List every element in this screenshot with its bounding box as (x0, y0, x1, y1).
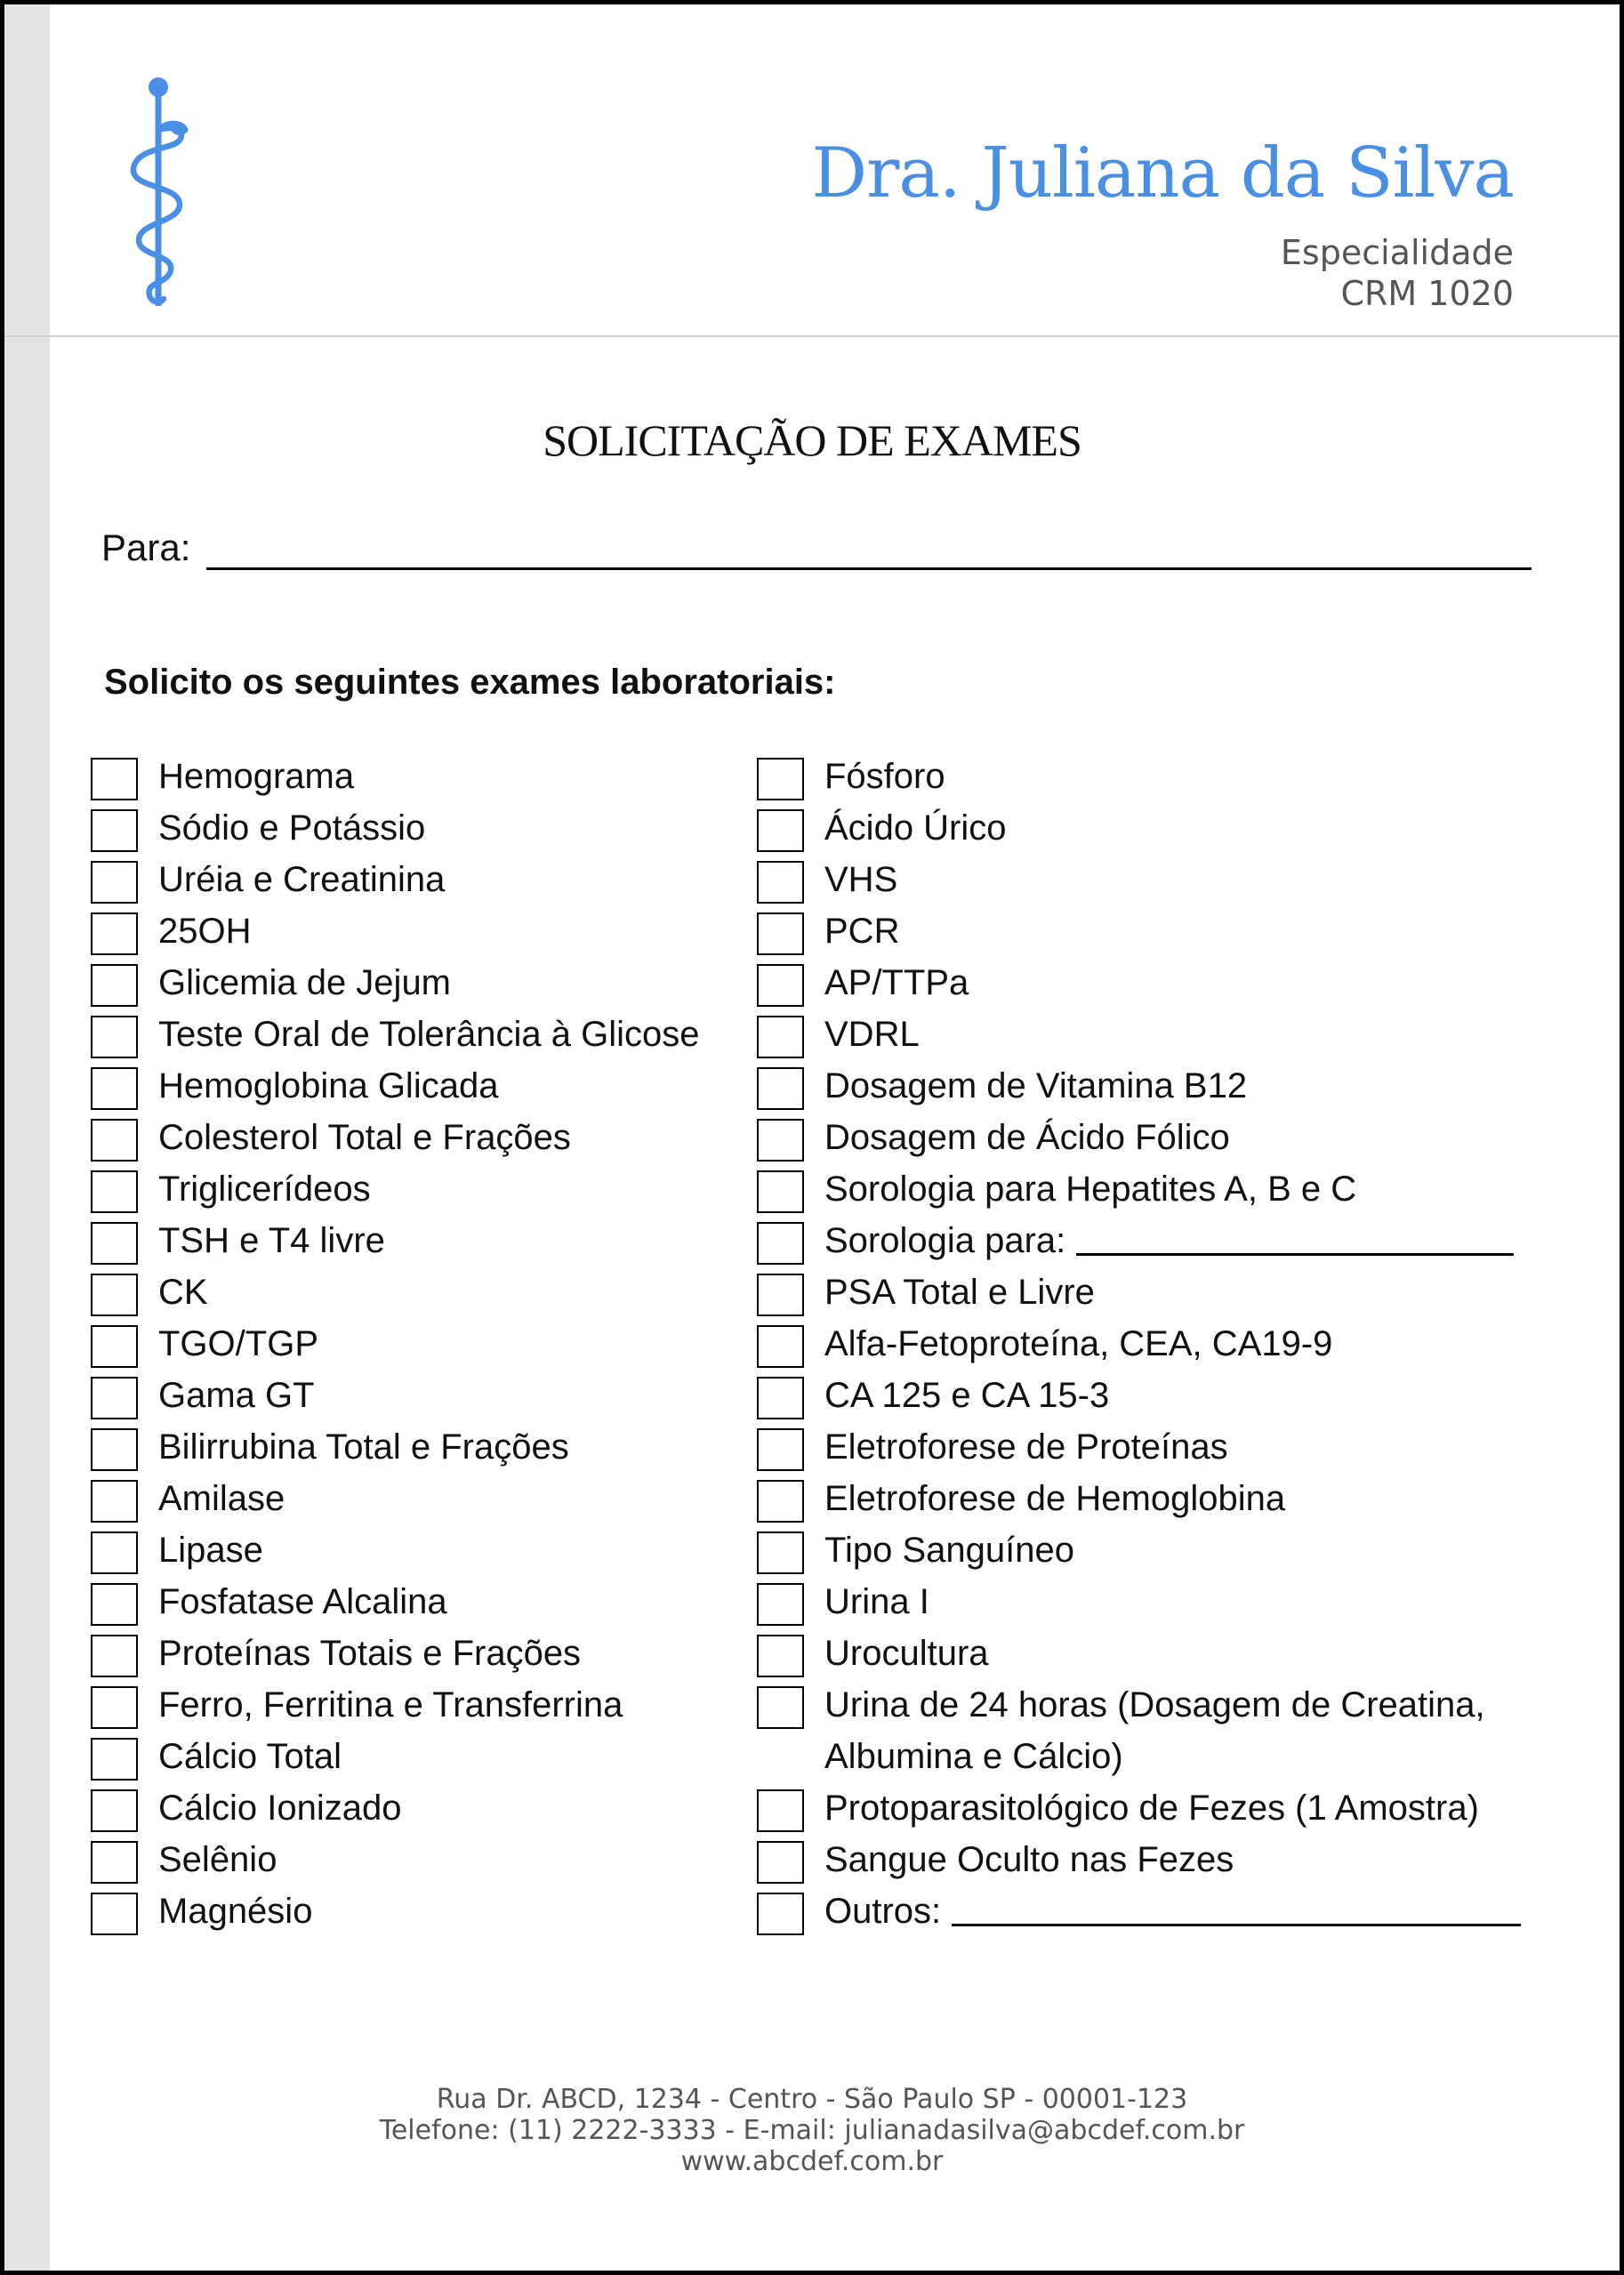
exam-item-psa (757, 1272, 1536, 1323)
exam-label: Selênio (158, 1840, 277, 1879)
exam-label: Gama GT (158, 1376, 315, 1415)
exam-checkbox[interactable] (757, 1686, 804, 1729)
exam-label: AP/TTPa (824, 963, 969, 1002)
exam-checkbox[interactable] (757, 1170, 804, 1213)
sorologia-fill-field[interactable] (1076, 1253, 1514, 1256)
exam-checkbox[interactable] (757, 1789, 804, 1832)
exam-checkbox[interactable] (91, 1377, 138, 1419)
exam-label: Hemoglobina Glicada (158, 1066, 499, 1105)
exam-label: VHS (824, 860, 898, 899)
exam-checkbox[interactable] (91, 1531, 138, 1574)
exam-label: Urina I (824, 1582, 929, 1621)
exam-item-ca125 (757, 1375, 1536, 1427)
exam-label: Proteínas Totais e Frações (158, 1634, 582, 1673)
exam-label: Colesterol Total e Frações (158, 1118, 571, 1157)
exam-checkbox[interactable] (91, 1635, 138, 1677)
exam-checkbox[interactable] (91, 1016, 138, 1058)
exam-checkbox[interactable] (757, 1893, 804, 1935)
exam-item-pcr (757, 911, 1536, 962)
exam-label: Tipo Sanguíneo (824, 1531, 1074, 1570)
exam-label (824, 1885, 1521, 1937)
exam-item-outros (757, 1891, 1536, 1942)
exam-item-tsh-t4 (91, 1220, 699, 1272)
exam-label: Ácido Úrico (824, 808, 1007, 848)
exam-label: Urocultura (824, 1634, 989, 1673)
form-title: SOLICITAÇÃO DE EXAMES (543, 415, 1081, 465)
exam-label: Sorologia para Hepatites A, B e C (824, 1170, 1357, 1209)
doctor-specialty: Especialidade (1280, 233, 1514, 272)
exam-item-ap-ttpa (757, 962, 1536, 1014)
exam-label: Dosagem de Ácido Fólico (824, 1118, 1230, 1157)
exam-item-calcio-total (91, 1736, 699, 1788)
exam-label: Ferro, Ferritina e Transferrina (158, 1685, 623, 1724)
exam-item-colesterol (91, 1117, 699, 1169)
exam-label: Triglicerídeos (158, 1170, 371, 1209)
exam-item-gama-gt (91, 1375, 699, 1427)
exam-checkbox[interactable] (757, 1377, 804, 1419)
exam-checkbox[interactable] (757, 1274, 804, 1316)
exam-checkbox[interactable] (91, 1686, 138, 1729)
exam-label: Bilirrubina Total e Frações (158, 1427, 569, 1467)
exam-item-eletroforese-hemoglobina (757, 1478, 1536, 1530)
exam-item-sangue-oculto (757, 1839, 1536, 1891)
exam-item-urocultura (757, 1633, 1536, 1684)
exam-item-fosfatase (91, 1581, 699, 1633)
exam-item-sorologia-outra (757, 1220, 1536, 1272)
exam-item-tipo-sanguineo (757, 1530, 1536, 1581)
exam-item-glicemia (91, 962, 699, 1014)
exam-item-triglicerideos (91, 1169, 699, 1220)
exam-list-left (91, 756, 699, 1942)
exam-checkbox[interactable] (91, 1789, 138, 1832)
exam-item-selenio (91, 1839, 699, 1891)
exam-label: Uréia e Creatinina (158, 860, 446, 899)
exam-checkbox[interactable] (91, 809, 138, 852)
exam-checkbox[interactable] (757, 1841, 804, 1884)
exam-checkbox[interactable] (91, 1222, 138, 1265)
exam-label: Magnésio (158, 1892, 313, 1931)
sorologia-label: Sorologia para: (824, 1221, 1066, 1260)
exam-label: Glicemia de Jejum (158, 963, 452, 1002)
exam-checkbox[interactable] (91, 1893, 138, 1935)
exam-label: CA 125 e CA 15-3 (824, 1376, 1110, 1415)
exam-checkbox[interactable] (757, 912, 804, 955)
exam-item-tgo-tgp (91, 1323, 699, 1375)
exam-item-alfa-fetoproteina (757, 1323, 1536, 1375)
exam-item-acido-urico (757, 808, 1536, 859)
exam-checkbox[interactable] (91, 1274, 138, 1316)
exam-checkbox[interactable] (91, 758, 138, 800)
exam-item-protoparasitologico (757, 1788, 1536, 1839)
exam-label: Teste Oral de Tolerância à Glicose (158, 1015, 700, 1054)
exam-label: Fósforo (824, 757, 945, 796)
exam-item-bilirrubina (91, 1427, 699, 1478)
exam-checkbox[interactable] (91, 861, 138, 904)
exam-checkbox[interactable] (91, 1841, 138, 1884)
exam-item-lipase (91, 1530, 699, 1581)
exam-label: 25OH (158, 912, 252, 951)
pad-binding-strip (4, 4, 50, 2271)
recipient-field[interactable] (206, 567, 1532, 570)
exam-label: Eletroforese de Hemoglobina (824, 1479, 1286, 1518)
exam-item-sodio-potassio (91, 808, 699, 859)
exam-label: Lipase (158, 1531, 263, 1570)
exam-item-vdrl (757, 1014, 1536, 1065)
footer-contact: Telefone: (11) 2222-3333 - E-mail: julianadasilva@abcdef.com.br (379, 2115, 1245, 2146)
exam-label: Urina de 24 horas (Dosagem de Creatina, Albumina e Cálcio) (824, 1685, 1485, 1776)
recipient-label: Para: (101, 527, 191, 568)
exam-checkbox[interactable] (757, 1119, 804, 1162)
exam-item-calcio-ionizado (91, 1788, 699, 1839)
rod-of-asclepius-icon (125, 71, 196, 311)
exam-checkbox[interactable] (91, 1583, 138, 1626)
exam-label (824, 1215, 1514, 1266)
doctor-name: Dra. Juliana da Silva (811, 133, 1514, 213)
exam-item-magnesio (91, 1891, 699, 1942)
exam-label: Hemograma (158, 757, 355, 796)
exam-checkbox[interactable] (91, 1428, 138, 1471)
exam-label: Cálcio Total (158, 1737, 342, 1776)
footer-address: Rua Dr. ABCD, 1234 - Centro - São Paulo SP - 00001-123 (436, 2084, 1188, 2115)
exam-checkbox[interactable] (91, 1119, 138, 1162)
exam-label: Amilase (158, 1479, 285, 1518)
exam-checkbox[interactable] (91, 1067, 138, 1110)
exam-checkbox[interactable] (757, 1531, 804, 1574)
exam-checkbox[interactable] (91, 964, 138, 1007)
exam-item-ck (91, 1272, 699, 1323)
doctor-crm: CRM 1020 (1340, 274, 1514, 313)
exam-label: Dosagem de Vitamina B12 (824, 1066, 1248, 1105)
exam-item-ferro (91, 1684, 699, 1736)
exam-checkbox[interactable] (757, 1067, 804, 1110)
exam-label: PSA Total e Livre (824, 1273, 1095, 1312)
exam-checkbox[interactable] (757, 861, 804, 904)
exam-item-ureia-creatinina (91, 859, 699, 911)
outros-fill-field[interactable] (952, 1924, 1521, 1926)
exam-label: Protoparasitológico de Fezes (1 Amostra) (824, 1789, 1479, 1828)
exam-item-urina-i (757, 1581, 1536, 1633)
header-divider (4, 335, 1620, 337)
exam-checkbox[interactable] (757, 1428, 804, 1471)
exam-checkbox[interactable] (757, 1583, 804, 1626)
exam-label: PCR (824, 912, 900, 951)
footer-website: www.abcdef.com.br (680, 2146, 944, 2177)
exam-label: CK (158, 1273, 208, 1312)
exam-item-25oh (91, 911, 699, 962)
exam-label: Sódio e Potássio (158, 808, 426, 848)
exam-checkbox[interactable] (757, 1222, 804, 1265)
exam-checkbox[interactable] (91, 912, 138, 955)
exam-label: Fosfatase Alcalina (158, 1582, 447, 1621)
outros-label: Outros: (824, 1892, 942, 1931)
exam-item-amilase (91, 1478, 699, 1530)
exam-item-hemograma (91, 756, 699, 808)
exam-checkbox[interactable] (757, 1480, 804, 1523)
exam-item-proteinas (91, 1633, 699, 1684)
exam-item-hepatites (757, 1169, 1536, 1220)
exam-checkbox[interactable] (91, 1480, 138, 1523)
exam-checkbox[interactable] (757, 809, 804, 852)
exam-item-urina-24h (757, 1684, 1536, 1788)
exam-item-eletroforese-proteinas (757, 1427, 1536, 1478)
exam-checkbox[interactable] (757, 758, 804, 800)
footer (0, 2084, 1624, 2177)
exam-label: VDRL (824, 1015, 920, 1054)
exam-label: Sangue Oculto nas Fezes (824, 1840, 1234, 1879)
exam-item-totg (91, 1014, 699, 1065)
exam-checkbox[interactable] (91, 1325, 138, 1368)
exam-item-hemoglobina-glicada (91, 1065, 699, 1117)
exam-checkbox[interactable] (757, 1635, 804, 1677)
exam-label: TSH e T4 livre (158, 1221, 385, 1260)
exam-list-right (757, 756, 1536, 1942)
exam-checkbox[interactable] (91, 1170, 138, 1213)
exam-label: Alfa-Fetoproteína, CEA, CA19-9 (824, 1324, 1333, 1363)
exam-checkbox[interactable] (757, 1016, 804, 1058)
exam-item-vitamina-b12 (757, 1065, 1536, 1117)
request-heading: Solicito os seguintes exames laboratoriais: (104, 663, 836, 702)
exam-item-vhs (757, 859, 1536, 911)
exam-label: Cálcio Ionizado (158, 1789, 402, 1828)
exam-label: Eletroforese de Proteínas (824, 1427, 1228, 1467)
exam-checkbox[interactable] (91, 1738, 138, 1781)
exam-checkbox[interactable] (757, 964, 804, 1007)
exam-checkbox[interactable] (757, 1325, 804, 1368)
exam-item-fosforo (757, 756, 1536, 808)
exam-label: TGO/TGP (158, 1324, 318, 1363)
exam-item-acido-folico (757, 1117, 1536, 1169)
